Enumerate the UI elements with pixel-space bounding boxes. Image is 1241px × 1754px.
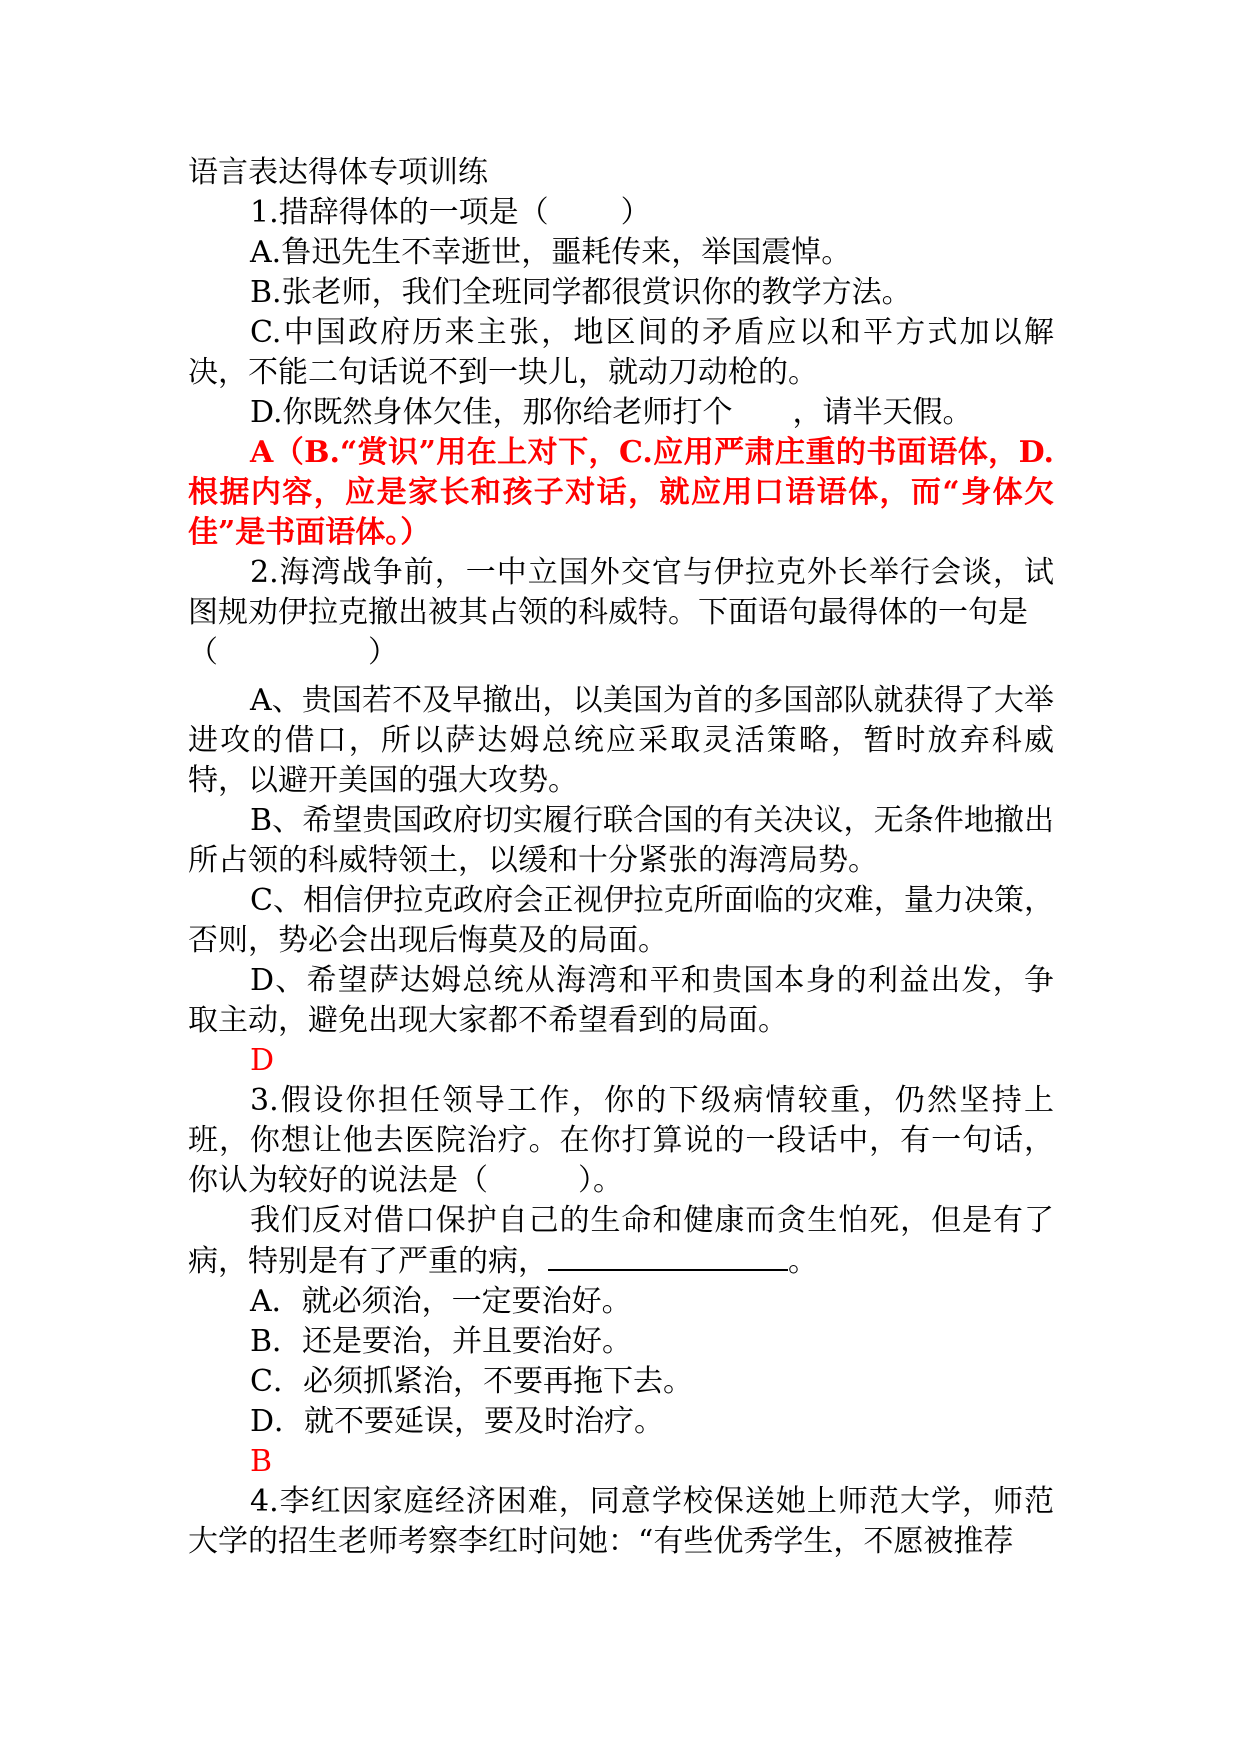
q3-option-c: C．必须抓紧治，不要再拖下去。 (250, 1364, 693, 1399)
q1-option-a: A.鲁迅先生不幸逝世，噩耗传来，举国震悼。 (250, 235, 852, 270)
q4-stem: 4.李红因家庭经济困难，同意学校保送她上师范大学，师范大学的招生老师考察李红时问她：“有些优秀学生，不愿被推荐 (188, 1484, 1054, 1559)
q3-fill-blank-line (548, 1241, 788, 1271)
q3-option-d: D．就不要延误，要及时治疗。 (250, 1404, 665, 1439)
q1-option-c: C.中国政府历来主张，地区间的矛盾应以和平方式加以解决，不能二句话说不到一块儿，就动刀动枪的。 (188, 315, 1054, 390)
q1-option-b: B.张老师，我们全班同学都很赏识你的教学方法。 (250, 275, 912, 310)
q2-option-a: A、贵国若不及早撤出，以美国为首的多国部队就获得了大举进攻的借口，所以萨达姆总统应采取灵活策略，暂时放弃科威特，以避开美国的强大攻势。 (188, 683, 1054, 798)
q1-stem-close: ） (620, 195, 651, 230)
q3-option-b: B．还是要治，并且要治好。 (250, 1324, 633, 1359)
q3-context-text: 我们反对借口保护自己的生命和健康而贪生怕死，但是有了病，特别是有了严重的病， (188, 1203, 1054, 1279)
document-title: 语言表达得体专项训练 (188, 155, 488, 190)
q3-stem (188, 1081, 1054, 1201)
q2-option-c: C、相信伊拉克政府会正视伊拉克所面临的灾难，量力决策，否则，势必会出现后悔莫及的局面。 (188, 883, 1054, 958)
q2-paren-open: （ (188, 635, 218, 670)
q1-option-d (188, 393, 1054, 433)
q2-option-b: B、希望贵国政府切实履行联合国的有关决议，无条件地撤出所占领的科威特领土，以缓和十分紧张的海湾局势。 (188, 803, 1054, 878)
q1-answer: A（B.“赏识”用在上对下，C.应用严肃庄重的书面语体，D.根据内容，应是家长和孩子对话，就应用口语语体，而“身体欠佳”是书面语体。） (188, 435, 1054, 550)
q2-answer: D (250, 1043, 275, 1078)
q3-option-a: A．就必须治，一定要治好。 (250, 1284, 632, 1319)
q3-stem-text: 3.假设你担任领导工作，你的下级病情较重，仍然坚持上班，你想让他去医院治疗。在你打算说的一段话中，有一句话，你认为较好的说法是（ (188, 1083, 1054, 1198)
q2-answer-parens (188, 633, 1054, 673)
q3-answer: B (250, 1444, 273, 1479)
q1-option-d-part1: D.你既然身体欠佳，那你给老师打个 (250, 395, 733, 430)
q2-option-d: D、希望萨达姆总统从海湾和平和贵国本身的利益出发，争取主动，避免出现大家都不希望看到的局面。 (188, 963, 1054, 1038)
q3-context (188, 1201, 1054, 1282)
q2-paren-close: ） (368, 635, 398, 670)
q1-stem (188, 193, 1054, 233)
q3-context-end: 。 (788, 1244, 818, 1279)
document-page (188, 153, 1054, 1562)
q2-stem: 2.海湾战争前，一中立国外交官与伊拉克外长举行会谈，试图规劝伊拉克撤出被其占领的科威特。下面语句最得体的一句是 (188, 555, 1054, 630)
q3-stem-close: ）。 (578, 1163, 623, 1198)
q1-option-d-part2: ，请半天假。 (792, 395, 973, 430)
q1-stem-text: 1.措辞得体的一项是（ (250, 195, 549, 230)
